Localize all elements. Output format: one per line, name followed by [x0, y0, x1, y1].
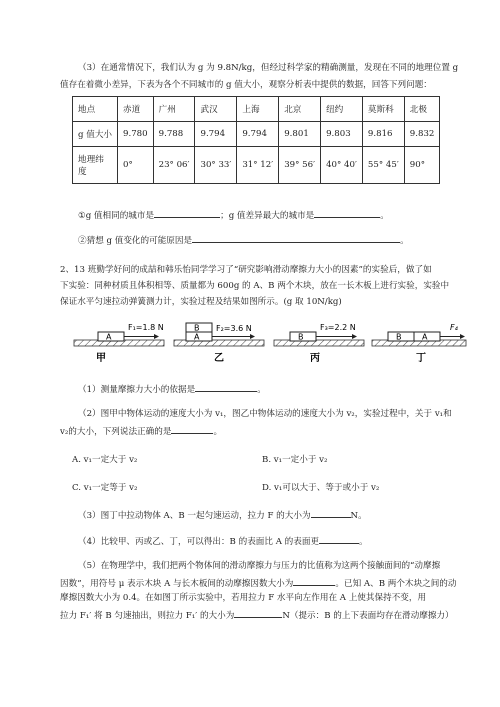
- table-cell: 9.803: [321, 122, 363, 147]
- table-row: [73, 97, 440, 122]
- answer-blank[interactable]: [319, 534, 359, 544]
- force-label-ding: F₄: [450, 323, 458, 332]
- block-b-label: B: [396, 332, 402, 342]
- table-cell: 40° 40′: [321, 147, 363, 184]
- part-3: [78, 508, 367, 522]
- table-header-cell: 北极: [404, 97, 440, 122]
- table-row-label: [73, 147, 118, 184]
- part-2-text: v₂的大小，下列说法正确的是: [60, 427, 172, 437]
- figure-panel-ding: [372, 323, 466, 364]
- force-label-bing: F₃=2.2 N: [320, 323, 356, 332]
- q3-sub-1-text-b: ；g 值差异最大的城市是: [220, 211, 315, 221]
- table-header-cell: 北京: [279, 97, 321, 122]
- table-cell: 9.780: [118, 122, 154, 147]
- panel-label-bing: 丙: [310, 353, 320, 364]
- table-row-label: g 值大小: [73, 122, 118, 147]
- block-a-label: A: [106, 332, 112, 342]
- part-5-text-d: N（提示：B 的上下表面均存在滑动摩擦力）: [282, 611, 454, 621]
- part-2-line-1: （2）图甲中物体运动的速度大小为 v₁，图乙中物体运动的速度大小为 v₂，实验过程中，关于 v₁和: [78, 409, 452, 419]
- table-cell: 9.788: [153, 122, 195, 147]
- figure-panel-yi: [174, 323, 264, 364]
- q3-sub-2-end: 。: [400, 236, 409, 246]
- force-label-yi: F₂=3.6 N: [216, 324, 252, 333]
- q2-intro-line-1: 2、13 班勤学好问的成喆和韩乐怡同学学习了“研究影响滑动摩擦力大小的因素”的实验后，做了如: [60, 265, 432, 275]
- part-5-text-c: 拉力 F₁′ 将 B 匀速抽出，则拉力 F₁′ 的大小为: [60, 611, 235, 621]
- table-cell: 90°: [404, 147, 440, 184]
- q2-intro-line-2: 下实验：同种材质且体积相等、质量都为 600g 的 A、B 两个木块，放在一长木板上进行实验，实验中: [60, 281, 450, 291]
- answer-blank[interactable]: [154, 208, 220, 218]
- part-5-line-2: [60, 576, 457, 590]
- q3-sub-2: [78, 233, 409, 247]
- option-c[interactable]: C. v₁一定等于 v₂: [72, 483, 138, 493]
- force-label-jia: F₁=1.8 N: [128, 323, 164, 332]
- answer-blank[interactable]: [195, 382, 257, 392]
- part-4: [78, 534, 368, 548]
- q3-sub-2-text: ②猜想 g 值变化的可能原因是: [78, 236, 193, 246]
- option-b[interactable]: B. v₁一定小于 v₂: [262, 455, 328, 465]
- q3-intro-line-1: （3）在通常情况下，我们认为 g 为 9.8N/kg，但经过科学家的精确测量，发现在不同的地理位置 g: [78, 63, 459, 73]
- q3-sub-1: [78, 208, 389, 222]
- part-2-end: 。: [213, 427, 223, 437]
- panel-label-ding: 丁: [416, 353, 426, 364]
- table-cell: 30° 33′: [195, 147, 237, 184]
- answer-blank[interactable]: [171, 424, 213, 434]
- q3-sub-1-text-a: ①g 值相同的城市是: [78, 211, 155, 221]
- block-b-label: B: [298, 332, 304, 342]
- part-4-text: （4）比较甲、丙或乙、丁，可以得出：B 的表面比 A 的表面更: [78, 537, 320, 547]
- q3-sub-1-end: 。: [380, 211, 389, 221]
- table-header-cell: 纽约: [321, 97, 363, 122]
- latitude-label-line-2: 度: [78, 167, 87, 177]
- part-4-end: 。: [359, 537, 368, 547]
- block-b-label: B: [194, 323, 200, 333]
- answer-blank[interactable]: [192, 233, 400, 243]
- answer-blank[interactable]: [293, 576, 335, 586]
- table-header-cell: 广州: [153, 97, 195, 122]
- answer-blank[interactable]: [314, 208, 380, 218]
- part-5-text-b: 。已知 A、B 两个木块之间的动: [335, 579, 457, 589]
- table-row: [73, 147, 440, 184]
- part-1: [78, 382, 266, 396]
- figure-panel-jia: [74, 323, 164, 364]
- table-header-cell: 莫斯科: [362, 97, 404, 122]
- table-cell: 55° 45′: [362, 147, 404, 184]
- table-cell: 9.794: [195, 122, 237, 147]
- part-5-line-3: 摩擦因数大小为 0.4。在如图丁所示实验中，若用拉力 F 水平向左作用在 A 上使其保持不变，用: [60, 593, 427, 603]
- table-header-cell: 赤道: [118, 97, 154, 122]
- block-a-label: A: [422, 332, 428, 342]
- part-5-line-4: [60, 608, 454, 622]
- table-header-cell: 上海: [237, 97, 279, 122]
- q2-intro-line-3: 保证水平匀速拉动弹簧测力计，实验过程及结果如图所示。(g 取 10N/kg): [60, 297, 342, 307]
- figure-panel-bing: [274, 323, 364, 364]
- part-5-line-1: （5）在物理学中，我们把两个物体间的滑动摩擦力与压力的比值称为这两个接触面间的“动摩擦: [78, 561, 441, 571]
- part-3-text: （3）图丁中拉动物体 A、B 一起匀速运动，拉力 F 的大小为: [78, 511, 311, 521]
- option-a[interactable]: A. v₁一定大于 v₂: [72, 455, 138, 465]
- part-5-text-a: 因数”，用符号 μ 表示木块 A 与长木板间的动摩擦因数大小为: [60, 579, 294, 589]
- table-row: [73, 122, 440, 147]
- part-2-line-2: [60, 424, 222, 438]
- answer-blank[interactable]: [234, 608, 282, 618]
- table-cell: 31° 12′: [237, 147, 279, 184]
- g-value-table: [72, 96, 440, 184]
- option-d[interactable]: D. v₁可以大于、等于或小于 v₂: [262, 483, 380, 493]
- table-cell: 9.794: [237, 122, 279, 147]
- part-1-end: 。: [257, 385, 266, 395]
- table-header-cell: 武汉: [195, 97, 237, 122]
- panel-label-jia: 甲: [96, 353, 106, 364]
- block-a-label: A: [194, 332, 200, 342]
- table-cell: 9.832: [404, 122, 440, 147]
- table-cell: 23° 06′: [153, 147, 195, 184]
- table-cell: 39° 56′: [279, 147, 321, 184]
- table-cell: 0°: [118, 147, 154, 184]
- table-cell: 9.816: [362, 122, 404, 147]
- latitude-label-line-1: 地理纬: [78, 155, 104, 165]
- answer-blank[interactable]: [311, 508, 351, 518]
- table-cell: 9.801: [279, 122, 321, 147]
- table-header-cell: 地点: [73, 97, 118, 122]
- q3-intro-line-2: 值存在着微小差异，下表为各个不同城市的 g 值大小，观察分析表中提供的数据，回答下列问题：: [60, 80, 432, 90]
- experiment-figure: [70, 318, 470, 368]
- part-3-end: N。: [350, 511, 367, 521]
- part-1-text: （1）测量摩擦力大小的依据是: [78, 385, 196, 395]
- panel-label-yi: 乙: [214, 353, 224, 364]
